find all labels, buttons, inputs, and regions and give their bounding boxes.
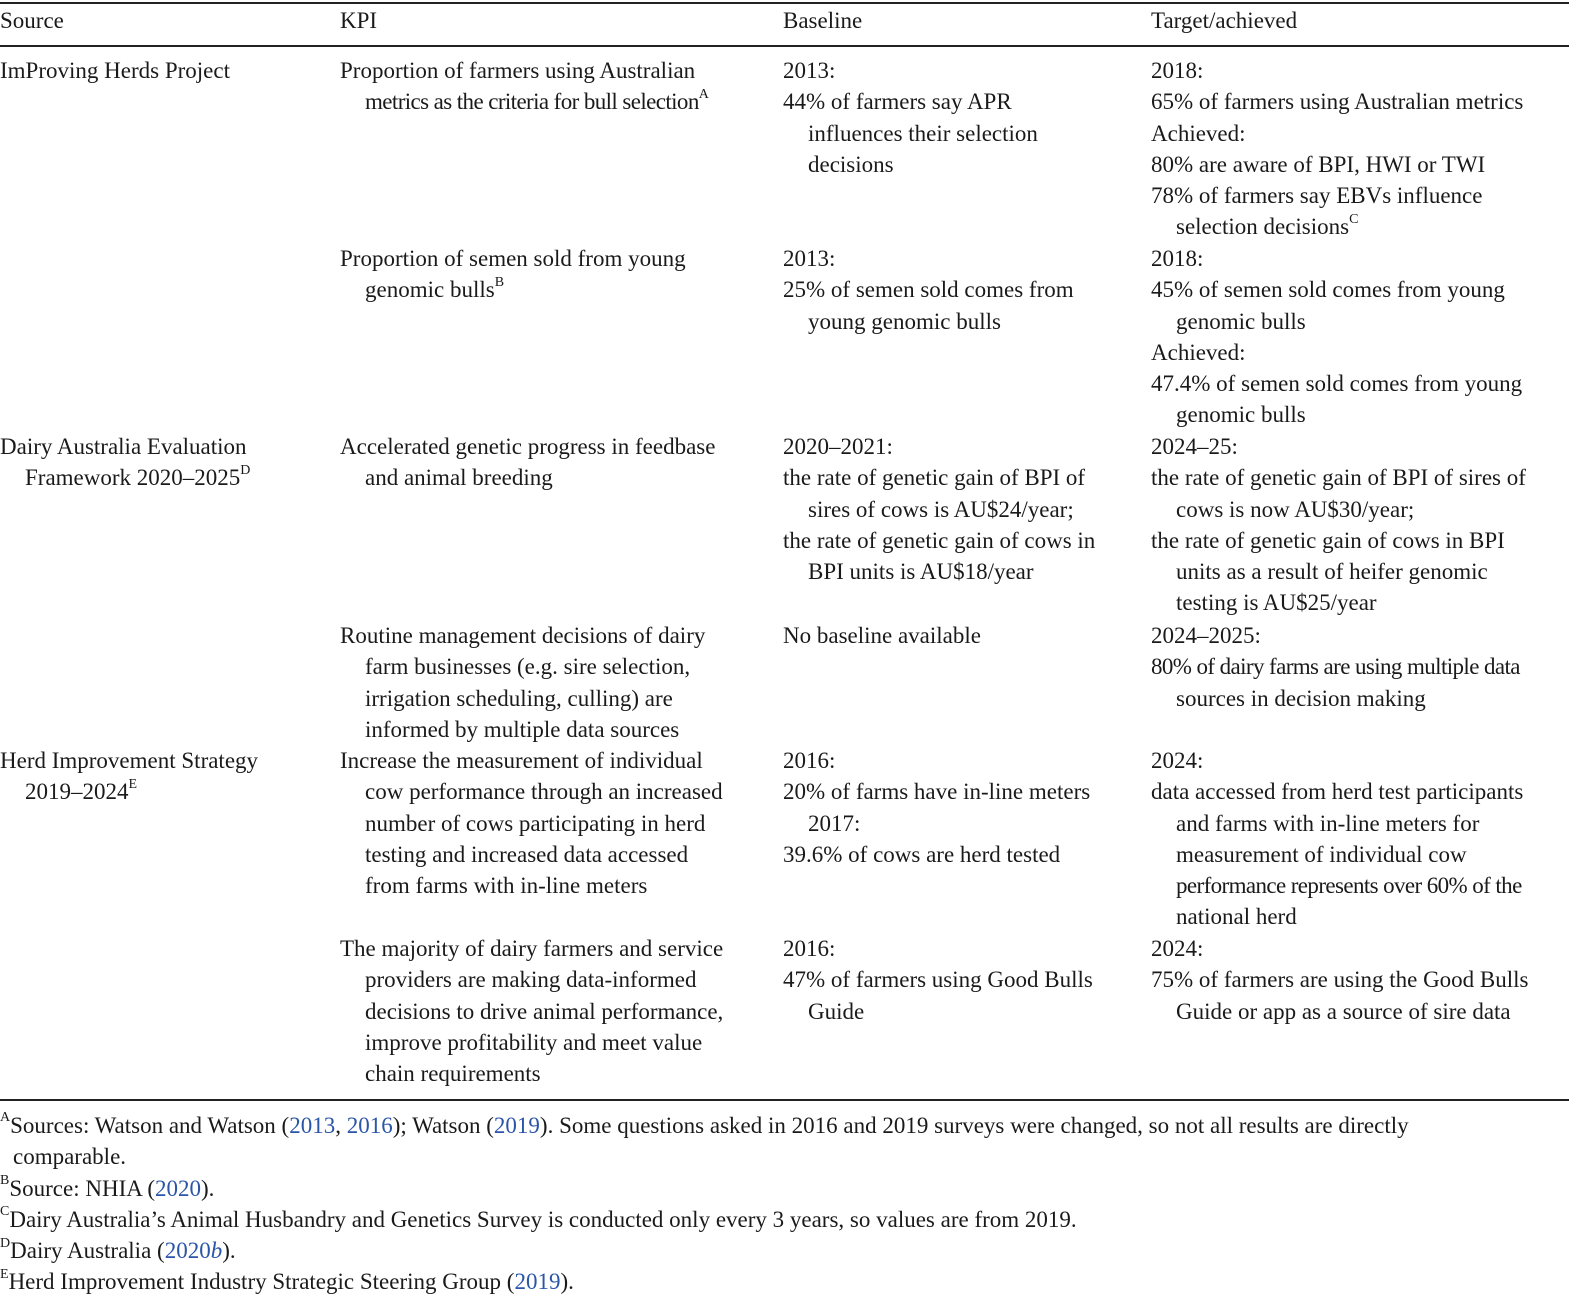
- header-source: Source: [0, 8, 64, 33]
- table-header-rule: [0, 45, 1569, 47]
- row-4-baseline: No baseline available: [783, 623, 981, 648]
- footnote-ref-c: C: [1349, 211, 1359, 227]
- row-6-kpi: The majority of dairy farmers and service providers are making data-informed decisions to drive animal performance, improve profitability and meet value chain requirements: [340, 936, 724, 1087]
- citation-link[interactable]: 2016: [346, 1113, 393, 1138]
- footnote-a: $^A$Sources: Watson and Watson (2013, 2016); Watson (2019). Some questions asked in 2016 and 2019 surveys were changed, so not all results are directly: [0, 1110, 1409, 1138]
- row-6-baseline: 2016: 47% of farmers using Good Bulls Guide: [783, 936, 1093, 1024]
- row-3-baseline: 2020–2021: the rate of genetic gain of BPI of sires of cows is AU$24/year; the rate of genetic gain of cows in BPI units is AU$18/year: [783, 434, 1096, 585]
- row-6-target: 2024: 75% of farmers are using the Good Bulls Guide or app as a source of sire data: [1151, 936, 1529, 1024]
- row-4-target: 2024–2025: 80% of dairy farms are using multiple data sources in decision making: [1151, 623, 1520, 711]
- citation-link[interactable]: 2019: [493, 1113, 540, 1138]
- footnote-e: $^E$Herd Improvement Industry Strategic Steering Group (2019).: [0, 1266, 574, 1295]
- table-top-rule: [0, 2, 1569, 4]
- header-target: Target/achieved: [1151, 8, 1298, 33]
- footnote-c: $^C$Dairy Australia’s Animal Husbandry and Genetics Survey is conducted only every 3 years, so values are from 2019.: [0, 1204, 1077, 1232]
- footnote-ref-a: A: [698, 86, 709, 102]
- row-1-source: ImProving Herds Project: [0, 58, 230, 83]
- footnote-ref-b: B: [494, 274, 505, 290]
- row-1-baseline: 2013: 44% of farmers say APR influences their selection decisions: [783, 58, 1038, 177]
- header-baseline: Baseline: [783, 8, 863, 33]
- row-5-target: 2024: data accessed from herd test participants and farms with in-line meters for measurement of individual cow performance represents over 60% of the national herd: [1151, 748, 1524, 930]
- citation-link[interactable]: 2020b: [164, 1238, 223, 1264]
- row-1-target: 2018: 65% of farmers using Australian metrics Achieved: 80% are aware of BPI, HWI or TWI 78% of farmers say EBVs influence selection decisions$^C$: [1151, 58, 1524, 240]
- row-5-kpi: Increase the measurement of individual cow performance through an increased number of cows participating in herd testing and increased data accessed from farms with in-line meters: [340, 748, 723, 899]
- footnote-b: $^B$Source: NHIA (2020).: [0, 1172, 215, 1201]
- citation-link[interactable]: 2013: [289, 1113, 336, 1138]
- table-bottom-rule: [0, 1099, 1569, 1101]
- footnote-ref-d: D: [240, 462, 251, 478]
- footnote-ref-e: E: [128, 776, 138, 792]
- row-3-kpi: Accelerated genetic progress in feedbase and animal breeding: [340, 434, 716, 491]
- table-footnotes: $^A$Sources: Watson and Watson (2013, 2016); Watson (2019). Some questions asked in 2016 and 2019 surveys were changed, so not all results are directly comparable. $^B$Source: NHIA (2020). $^C$Dairy Australia’s Animal Husbandry and Genetics Survey is conducted only every 3 years, so values are from 2019. $^D$Dairy Australia (2020b). $^E$Herd Improvement Industry Strategic Steering Group (2019).: [0, 1110, 1569, 1298]
- citation-link[interactable]: 2019: [514, 1269, 561, 1295]
- row-1-kpi: Proportion of farmers using Australian metrics as the criteria for bull selection$^A$: [340, 58, 709, 115]
- header-kpi: KPI: [340, 8, 378, 33]
- citation-link[interactable]: 2020: [154, 1175, 201, 1201]
- row-4-kpi: Routine management decisions of dairy farm businesses (e.g. sire selection, irrigation scheduling, culling) are informed by multiple data sources: [340, 623, 706, 742]
- row-5-baseline: 2016: 20% of farms have in-line meters 2017: 39.6% of cows are herd tested: [783, 748, 1091, 867]
- row-5-source: Herd Improvement Strategy $2019-2024^E$: [0, 748, 259, 805]
- row-3-target: 2024–25: the rate of genetic gain of BPI of sires of cows is now AU$30/year; the rate of genetic gain of cows in BPI units as a result of heifer genomic testing is AU$25/year: [1151, 434, 1526, 616]
- footnote-d: $^D$Dairy Australia (2020b).: [0, 1235, 236, 1264]
- row-2-kpi: Proportion of semen sold from young genomic bulls$^B$: [340, 246, 686, 303]
- row-2-baseline: 2013: 25% of semen sold comes from young genomic bulls: [783, 246, 1074, 334]
- row-2-target: 2018: 45% of semen sold comes from young genomic bulls Achieved: 47.4% of semen sold comes from young genomic bulls: [1151, 246, 1523, 428]
- row-3-source: Dairy Australia Evaluation Framework $2020-2025^D$: [0, 434, 251, 491]
